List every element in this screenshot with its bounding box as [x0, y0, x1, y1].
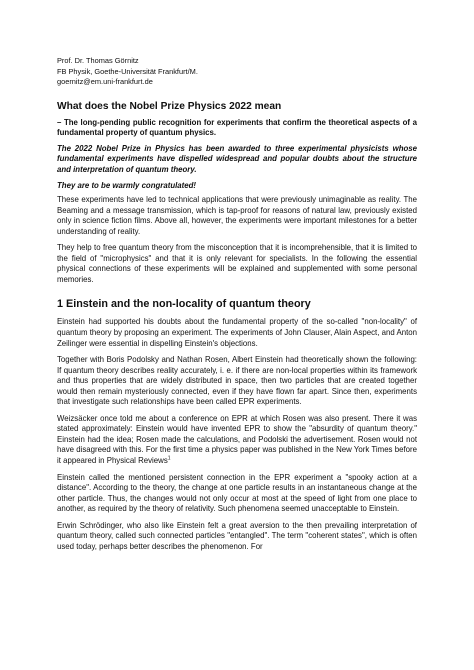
section-paragraph: Erwin Schrödinger, who also like Einstein felt a great aversion to the then prevailing interpretation of quantum theory, called such connected particles "entangled". The term "coherent states", which is often used today, perhaps better describes the phenomenon. For: [57, 520, 417, 551]
section-paragraph: Together with Boris Podolsky and Nathan Rosen, Albert Einstein had theoretically shown the following: If quantum theory describes reality accurately, i. e. if there are non-local properties within its framework and thus properties that are widely distributed in space, then two particles that are created together would then remain mysteriously connected, even if they have flown far apart. Since then, experiments that investigate such relationships have been called EPR experiments.: [57, 355, 417, 407]
congratulation-line: They are to be warmly congratulated!: [57, 180, 197, 190]
document-body: [57, 56, 417, 558]
section-paragraph-text: Weizsäcker once told me about a conference on EPR at which Rosen was also present. There it was stated approximately: Einstein would have invented EPR to show the "absurdity of quantum theory." Einstein had the idea; Rosen made the calculations, and Podolski the advertisement. Rosen would not have disagreed with this. For the first time a physics paper was published in the New York Times before it appeared in Physical Reviews: [57, 413, 417, 465]
footnote-marker[interactable]: 1: [167, 455, 171, 462]
section-paragraph: Einstein called the mentioned persistent connection in the EPR experiment a "spooky action at a distance". According to the theory, the change at one particle results in an instantaneous change at the other particle. Thus, the changes would not only occur at most at the speed of light from one place to another, as required by the theory of relativity. Such phenomena seemed unacceptable to Einstein.: [57, 472, 417, 514]
lead-paragraph: The 2022 Nobel Prize in Physics has been awarded to three experimental physicists whose fundamental experiments have dispelled widespread and popular doubts about the structure and interpretation of quantum theory.: [57, 143, 417, 174]
author-email: goernitz@em.uni-frankfurt.de: [57, 77, 153, 87]
author-name: Prof. Dr. Thomas Görnitz: [57, 56, 139, 65]
intro-paragraph: They help to free quantum theory from the misconception that it is incomprehensible, that it is limited to the field of "microphysics" and that it is only relevant for specialists. In the following the essential physical connections of these experiments will be explained and supplemented with some personal memories.: [57, 243, 417, 284]
author-block: [57, 56, 417, 88]
section-paragraph: [57, 414, 417, 467]
intro-paragraph: These experiments have led to technical applications that were previously unimaginable as reality. The Beaming and a message transmission, which is tap-proof for reasons of natural law, previously existed only in science fiction films. Above all, however, the experiments were important milestones for a better understanding of reality.: [57, 195, 417, 236]
author-affiliation: FB Physik, Goethe-Universität Frankfurt/M.: [57, 66, 198, 76]
section-paragraph: Einstein had supported his doubts about the fundamental property of the so-called "non-locality" of quantum theory by proposing an experiment. The experiments of John Clauser, Alain Aspect, and Anton Zeilinger were essential in dispelling Einstein's objections.: [57, 317, 417, 348]
section-heading: 1 Einstein and the non-locality of quantum theory: [57, 298, 311, 311]
document-title: What does the Nobel Prize Physics 2022 mean: [57, 100, 282, 112]
document-subtitle: – The long-pending public recognition for experiments that confirm the theoretical aspects of a fundamental property of quantum physics.: [57, 117, 417, 138]
